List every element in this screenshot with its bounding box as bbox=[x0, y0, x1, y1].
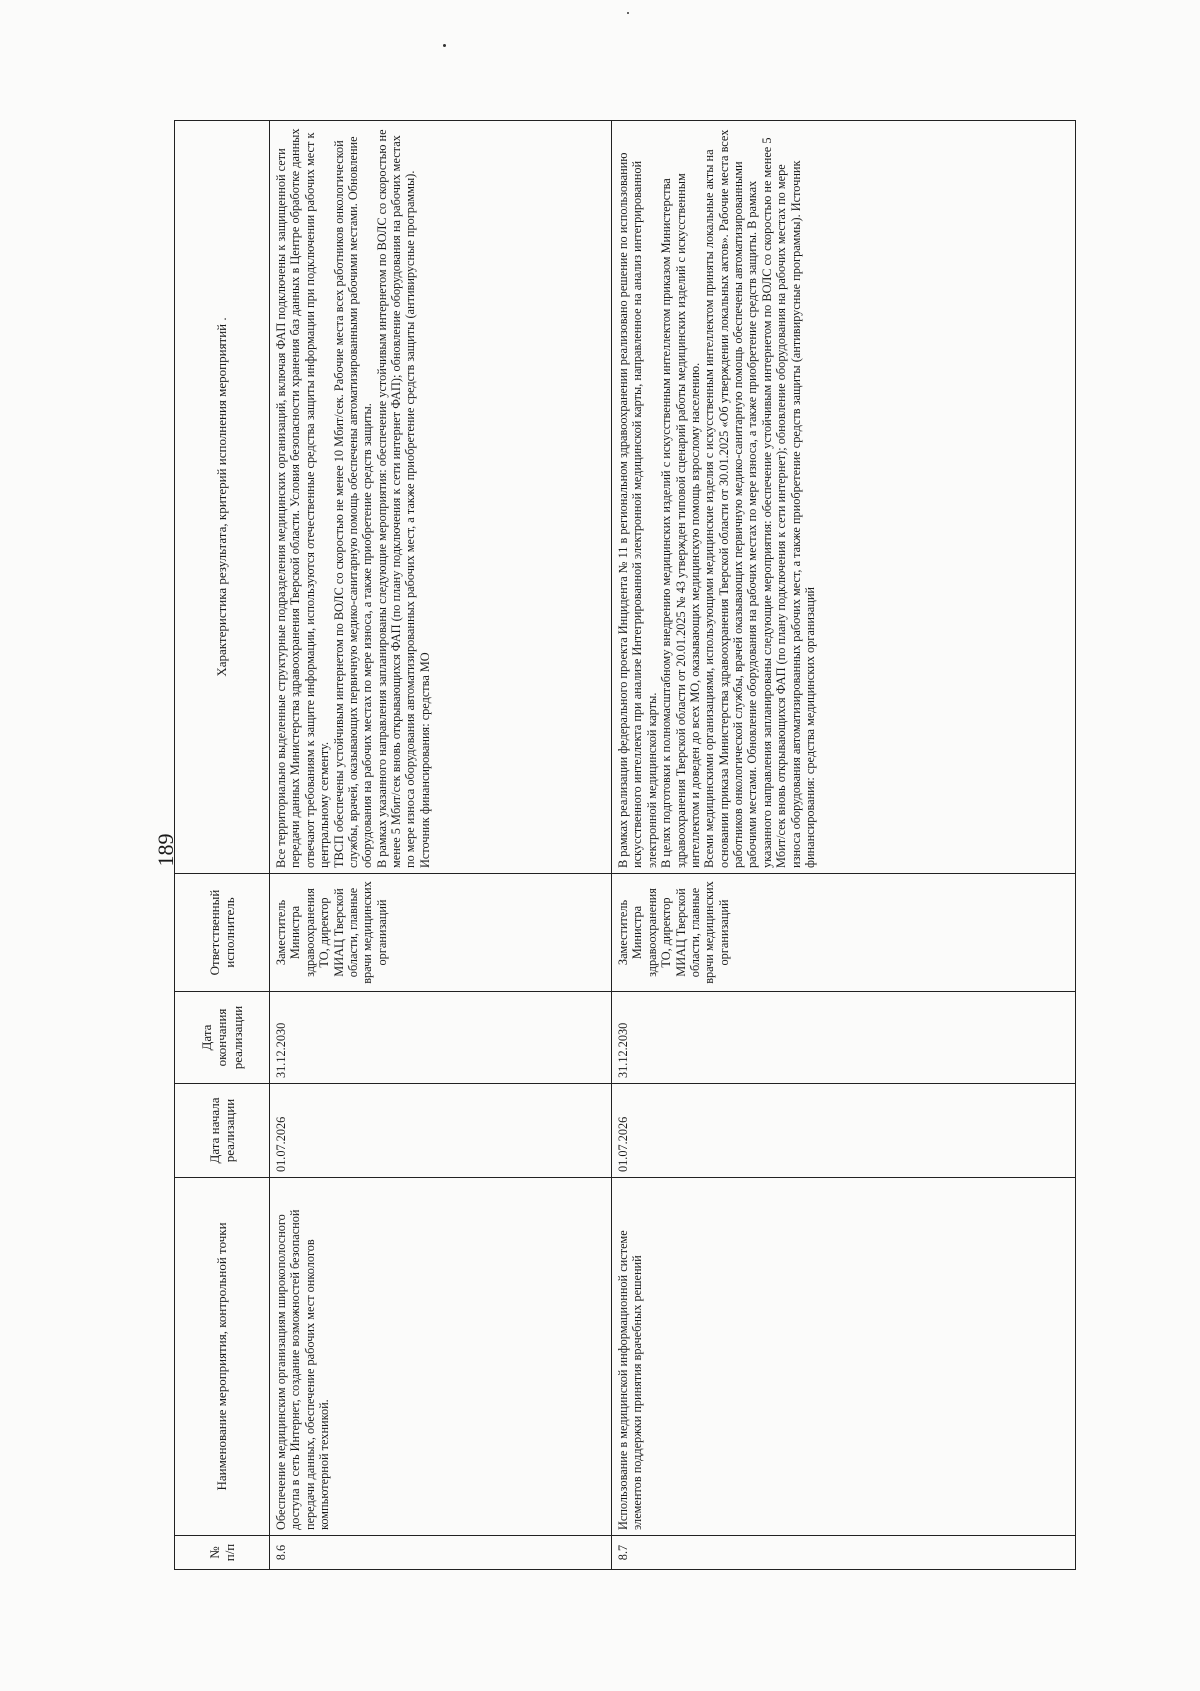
header-name: Наименование мероприятия, контрольной точки bbox=[175, 1178, 270, 1536]
row-start-date: 01.07.2026 bbox=[612, 1084, 1076, 1178]
header-end-date: Дата окончания реализации bbox=[175, 992, 270, 1084]
description-paragraph: В рамках указанного направления запланированы следующие мероприятия: обеспечение устойчивым интернетом по ВОЛС со скоростью не менее 5 Мбит/сек вновь открывающихся ФАП (по плану подключения к сети интернет ФАП); обновление оборудования на рабочих местах по мере износа оборудования автоматизированных рабочих мест, а также приобретение средств защиты (антивирусные программы). Источник финансирования: средства МО bbox=[374, 129, 432, 868]
header-start-date: Дата начала реализации bbox=[175, 1084, 270, 1178]
description-paragraph: ТВСП обеспечены устойчивым интернетом по ВОЛС со скоростью не менее 10 Мбит/сек. Рабочие места всех работников онкологической службы, врачей, оказывающих первичную медико-санитарную помощь обеспечены автоматизированными рабочими местами. Обновление оборудования на рабочих местах по мере износа, а также приобретение средств защиты. bbox=[331, 136, 375, 868]
rotated-table-container bbox=[174, 120, 1076, 1570]
measures-table bbox=[174, 120, 1076, 1570]
table-row bbox=[270, 121, 612, 1570]
row-description bbox=[612, 121, 1076, 874]
row-responsible: Заместитель Министра здравоохранения ТО, директор МИАЦ Тверской области, главные врачи медицинских организаций bbox=[612, 874, 1076, 992]
row-number: 8.6 bbox=[270, 1536, 612, 1570]
header-description: Характеристика результата, критерий исполнения мероприятий . bbox=[175, 121, 270, 874]
header-responsible: Ответственный исполнитель bbox=[175, 874, 270, 992]
row-description bbox=[270, 121, 612, 874]
description-paragraph: В целях подготовки к полномасштабному внедрению медицинских изделий с искусственным интеллектом приказом Министерства здравоохранения Тверской области от 20.01.2025 № 43 утвержден типовой сценарий работы медицинских изделий с искусственным интеллектом и доведен до всех МО, оказывающих медицинскую помощь взрослому населению. bbox=[659, 173, 702, 868]
row-end-date: 31.12.2030 bbox=[612, 992, 1076, 1084]
row-measure-name: Обеспечение медицинским организациям широкополосного доступа в сеть Интернет, создание возможностей безопасной передачи данных, обеспечение рабочих мест онкологов компьютерной техникой. bbox=[270, 1178, 612, 1536]
row-start-date: 01.07.2026 bbox=[270, 1084, 612, 1178]
header-number: № п/п bbox=[175, 1536, 270, 1570]
table-header-row bbox=[175, 121, 270, 1570]
table-row bbox=[612, 121, 1076, 1570]
scan-speck bbox=[443, 44, 446, 47]
row-number: 8.7 bbox=[612, 1536, 1076, 1570]
description-paragraph: В рамках реализации федерального проекта Инцидента № 11 в региональном здравоохранении реализовано решение по использованию искусственного интеллекта при анализе Интегрированной электронной медицинской карты, направленное на анализ интегрированной электронной медицинской карты. bbox=[616, 152, 659, 868]
scan-speck bbox=[627, 12, 629, 14]
description-paragraph: Всеми медицинскими организациями, использующими медицинские изделия с искусственным интеллектом приняты локальные акты на основании приказа Министерства здравоохранения Тверской области от 30.01.2025 «Об утверждении локальных актов». Рабочие места всех работников онкологической службы, врачей оказывающих первичную медико-санитарную помощь обеспечены автоматизированными рабочими местами. Обновление оборудования на рабочих местах по мере износа, а также приобретение средств защиты. В рамках указанного направления запланированы следующие мероприятия: обеспечение устойчивым интернетом по ВОЛС со скоростью не менее 5 Мбит/сек вновь открывающихся ФАП (по плану подключения к сети интернет); обновление оборудования на рабочих местах по мере износа оборудования автоматизированных рабочих мест, а также приобретение средств защиты (антивирусные программы). Источник финансирования: средства медицинских организаций bbox=[702, 129, 817, 868]
page-number: 189 bbox=[153, 833, 178, 867]
description-paragraph: Все территориально выделенные структурные подразделения медицинских организаций, включая ФАП подключены к защищенной сети передачи данных Министерства здравоохранения Тверской области. Условия безопасности хранения баз данных в Центре обработке данных отвечают требованиям к защите информации, используются отечественные средства защиты информации при подключении рабочих мест к центральному сегменту. bbox=[274, 128, 332, 868]
row-end-date: 31.12.2030 bbox=[270, 992, 612, 1084]
row-responsible: Заместитель Министра здравоохранения ТО, директор МИАЦ Тверской области, главные врачи медицинских организаций bbox=[270, 874, 612, 992]
row-measure-name: Использование в медицинской информационной системе элементов поддержки принятия врачебных решений bbox=[612, 1178, 1076, 1536]
